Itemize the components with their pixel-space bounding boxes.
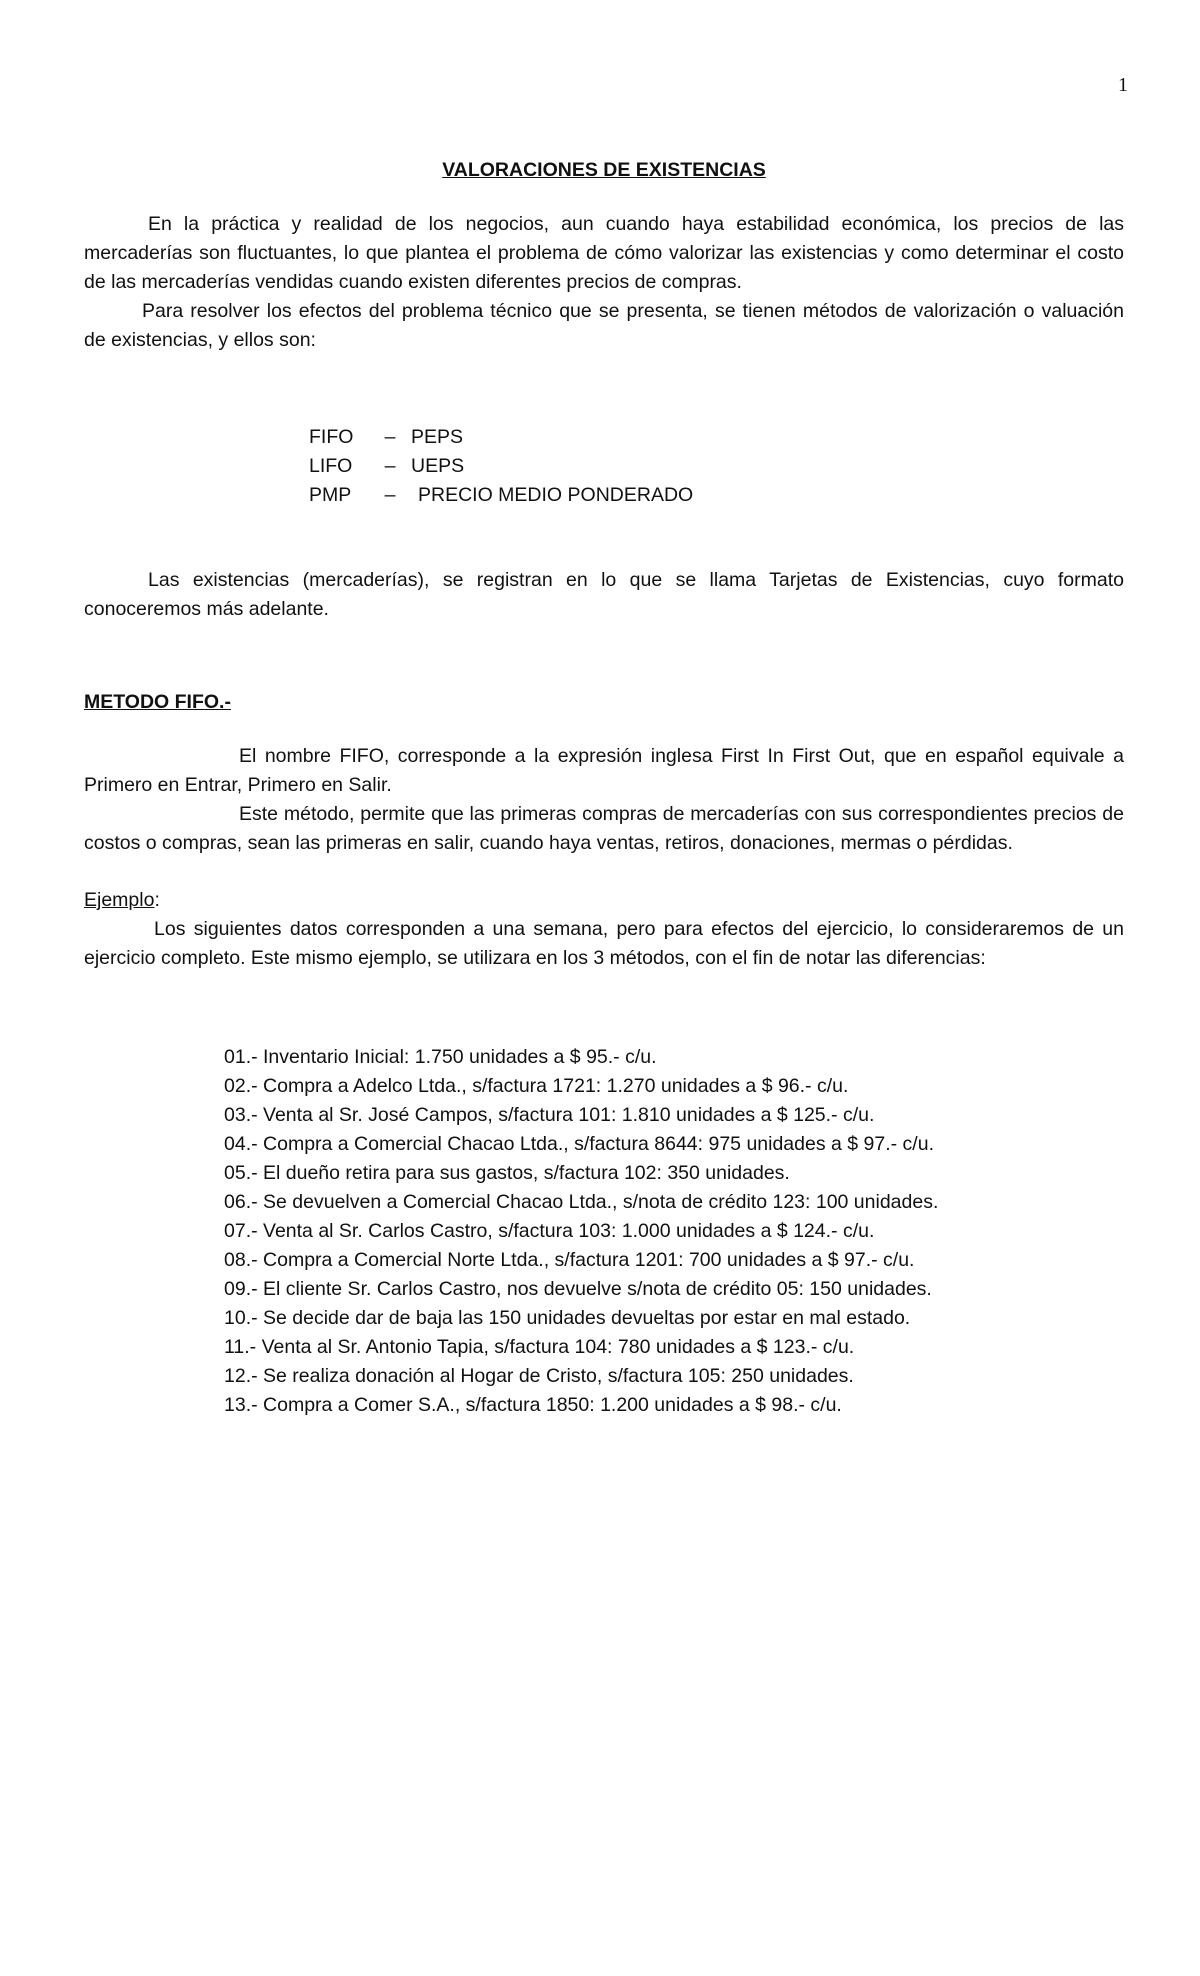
- method-description: PRECIO MEDIO PONDERADO: [418, 484, 694, 506]
- method-row-pmp: [309, 481, 1124, 510]
- intro-paragraph-2: Para resolver los efectos del problema técnico que se presenta, se tienen métodos de valorización o valuación de existencias, y ellos son:: [84, 300, 1124, 351]
- fifo-paragraph-1: El nombre FIFO, corresponde a la expresión inglesa First In First Out, que en español equivale a Primero en Entrar, Primero en Salir.: [84, 745, 1124, 796]
- example-events-list: [224, 1043, 1124, 1420]
- document-body: [84, 156, 1124, 1420]
- method-description: PEPS: [411, 426, 464, 448]
- list-item: 10.- Se decide dar de baja las 150 unidades devueltas por estar en mal estado.: [224, 1307, 911, 1329]
- list-item: 04.- Compra a Comercial Chacao Ltda., s/factura 8644: 975 unidades a $ 97.- c/u.: [224, 1133, 934, 1155]
- method-description: UEPS: [411, 455, 465, 477]
- method-code: PMP: [309, 484, 352, 506]
- valuation-methods-list: [309, 423, 1124, 510]
- method-separator: –: [384, 455, 396, 477]
- list-item: 07.- Venta al Sr. Carlos Castro, s/factura 103: 1.000 unidades a $ 124.- c/u.: [224, 1220, 875, 1242]
- document-title: VALORACIONES DE EXISTENCIAS: [442, 159, 766, 181]
- list-item: 01.- Inventario Inicial: 1.750 unidades a $ 95.- c/u.: [224, 1046, 657, 1068]
- list-item: 11.- Venta al Sr. Antonio Tapia, s/factura 104: 780 unidades a $ 123.- c/u.: [224, 1336, 855, 1358]
- example-label-colon: :: [154, 889, 160, 911]
- method-separator: –: [384, 484, 396, 506]
- method-separator: –: [384, 426, 396, 448]
- method-row-lifo: [309, 452, 1124, 481]
- list-item: 12.- Se realiza donación al Hogar de Cristo, s/factura 105: 250 unidades.: [224, 1365, 854, 1387]
- fifo-section-heading: METODO FIFO.-: [84, 691, 231, 713]
- list-item: 08.- Compra a Comercial Norte Ltda., s/factura 1201: 700 unidades a $ 97.- c/u.: [224, 1249, 915, 1271]
- list-item: 06.- Se devuelven a Comercial Chacao Ltda., s/nota de crédito 123: 100 unidades.: [224, 1191, 939, 1213]
- method-code: FIFO: [309, 426, 354, 448]
- list-item: 05.- El dueño retira para sus gastos, s/factura 102: 350 unidades.: [224, 1162, 790, 1184]
- method-code: LIFO: [309, 455, 353, 477]
- list-item: 02.- Compra a Adelco Ltda., s/factura 1721: 1.270 unidades a $ 96.- c/u.: [224, 1075, 849, 1097]
- example-paragraph: Los siguientes datos corresponden a una semana, pero para efectos del ejercicio, lo consideraremos de un ejercicio completo. Este mismo ejemplo, se utilizara en los 3 métodos, con el fin de notar las diferencias:: [84, 918, 1124, 969]
- fifo-paragraph-2: Este método, permite que las primeras compras de mercaderías con sus correspondientes precios de costos o compras, sean las primeras en salir, cuando haya ventas, retiros, donaciones, mermas o pérdidas.: [84, 803, 1124, 854]
- list-item: 13.- Compra a Comer S.A., s/factura 1850: 1.200 unidades a $ 98.- c/u.: [224, 1394, 842, 1416]
- list-item: 03.- Venta al Sr. José Campos, s/factura 101: 1.810 unidades a $ 125.- c/u.: [224, 1104, 875, 1126]
- list-item: 09.- El cliente Sr. Carlos Castro, nos devuelve s/nota de crédito 05: 150 unidades.: [224, 1278, 932, 1300]
- intro-paragraph-1: En la práctica y realidad de los negocios, aun cuando haya estabilidad económica, los precios de las mercaderías son fluctuantes, lo que plantea el problema de cómo valorizar las existencias y como determinar el costo de las mercaderías vendidas cuando existen diferentes precios de compras.: [84, 213, 1124, 293]
- example-label: [84, 886, 1124, 915]
- inventory-cards-paragraph: Las existencias (mercaderías), se registran en lo que se llama Tarjetas de Existencias, cuyo formato conoceremos más adelante.: [84, 569, 1124, 620]
- method-row-fifo: [309, 423, 1124, 452]
- page-number: 1: [1118, 74, 1128, 96]
- example-label-text: Ejemplo: [84, 889, 155, 911]
